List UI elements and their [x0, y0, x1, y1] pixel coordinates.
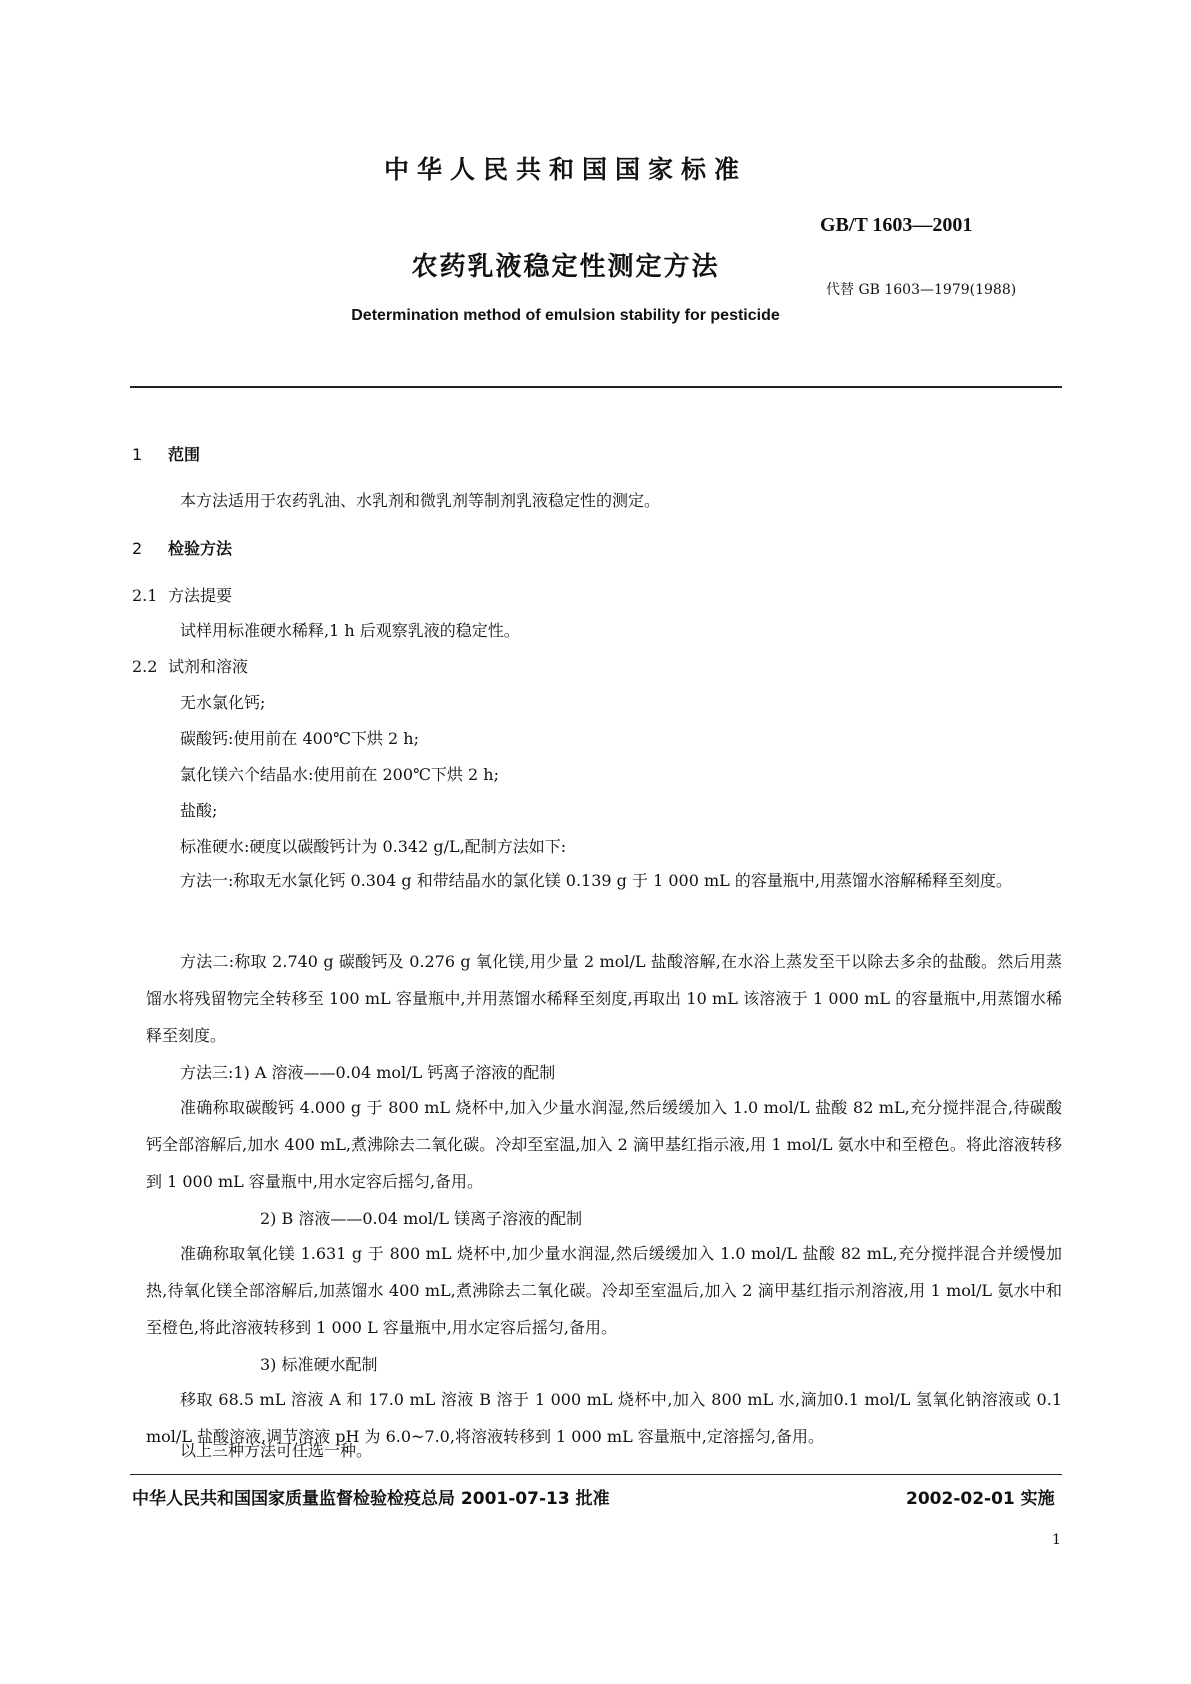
- method-3-c-paragraph: 移取 68.5 mL 溶液 A 和 17.0 mL 溶液 B 溶于 1 000 mL 烧杯中,加入 800 mL 水,滴加0.1 mol/L 氢氧化钠溶液或 0.1 mol/L 盐酸溶液,调节溶液 pH 为 6.0~7.0,将溶液转移到 1 000 mL 容量瓶中,定溶摇匀,备用。: [146, 1390, 1062, 1446]
- section-2-heading: [132, 536, 232, 559]
- section-1-text: 本方法适用于农药乳油、水乳剂和微乳剂等制剂乳液稳定性的测定。: [180, 491, 661, 510]
- reagent-item: 无水氯化钙;: [180, 693, 266, 712]
- method-3-c-title: 3) 标准硬水配制: [260, 1355, 378, 1374]
- section-2-title: 检验方法: [168, 539, 233, 558]
- section-1-number: 1: [132, 445, 143, 464]
- national-standard-heading: 中华人民共和国国家标准: [383, 155, 747, 184]
- method-3-a-paragraph: 准确称取碳酸钙 4.000 g 于 800 mL 烧杯中,加入少量水润湿,然后缓缓加入 1.0 mol/L 盐酸 82 mL,充分搅拌混合,待碳酸钙全部溶解后,加水 400 mL,煮沸除去二氧化碳。冷却至室温,加入 2 滴甲基红指示液,用 1 mol/L 氨水中和至橙色。将此溶液转移到 1 000 mL 容量瓶中,用水定容后摇匀,备用。: [146, 1098, 1062, 1191]
- section-2-1-title: 方法提要: [168, 586, 233, 605]
- reagent-item: 氯化镁六个结晶水:使用前在 200℃下烘 2 h;: [180, 765, 499, 784]
- section-2-2-number: 2.2: [132, 657, 158, 676]
- method-1-paragraph: 方法一:称取无水氯化钙 0.304 g 和带结晶水的氯化镁 0.139 g 于 1 000 mL 的容量瓶中,用蒸馏水溶解稀释至刻度。: [180, 871, 1012, 890]
- reagent-item: 盐酸;: [180, 801, 218, 820]
- method-3-title: 方法三:1) A 溶液——0.04 mol/L 钙离子溶液的配制: [180, 1063, 556, 1082]
- approval-line: 中华人民共和国国家质量监督检验检疫总局 2001-07-13 批准: [132, 1489, 610, 1509]
- page-number: 1: [1052, 1532, 1061, 1548]
- section-2-1-text: 试样用标准硬水稀释,1 h 后观察乳液的稳定性。: [180, 621, 520, 640]
- section-2-1-heading: [132, 583, 232, 606]
- method-3-b-paragraph: 准确称取氧化镁 1.631 g 于 800 mL 烧杯中,加少量水润湿,然后缓缓加入 1.0 mol/L 盐酸 82 mL,充分搅拌混合并缓慢加热,待氧化镁全部溶解后,加蒸馏水 400 mL,煮沸除去二氧化碳。冷却至室温后,加入 2 滴甲基红指示剂溶液,用 1 mol/L 氨水中和至橙色,将此溶液转移到 1 000 L 容量瓶中,用水定容后摇匀,备用。: [146, 1244, 1062, 1337]
- standard-code: GB/T 1603—2001: [820, 214, 973, 236]
- footer-divider: [130, 1474, 1062, 1475]
- section-1-heading: [132, 442, 200, 465]
- replaces-note: 代替 GB 1603—1979(1988): [826, 282, 1017, 298]
- header-divider: [130, 386, 1062, 388]
- section-2-1-number: 2.1: [132, 586, 158, 605]
- closing-note: 以上三种方法可任选一种。: [180, 1441, 373, 1460]
- method-2-paragraph: 方法二:称取 2.740 g 碳酸钙及 0.276 g 氧化镁,用少量 2 mol/L 盐酸溶解,在水浴上蒸发至干以除去多余的盐酸。然后用蒸馏水将残留物完全转移至 100 mL 容量瓶中,并用蒸馏水稀释至刻度,再取出 10 mL 该溶液于 1 000 mL 的容量瓶中,用蒸馏水稀释至刻度。: [146, 952, 1062, 1045]
- implementation-date: 2002-02-01 实施: [906, 1489, 1055, 1509]
- section-2-number: 2: [132, 539, 143, 558]
- title-english: Determination method of emulsion stability for pesticide: [351, 307, 780, 324]
- section-1-title: 范围: [168, 445, 201, 464]
- reagent-item: 碳酸钙:使用前在 400℃下烘 2 h;: [180, 729, 419, 748]
- section-2-2-title: 试剂和溶液: [168, 657, 249, 676]
- title-chinese: 农药乳液稳定性测定方法: [411, 252, 720, 282]
- method-3-b-title: 2) B 溶液——0.04 mol/L 镁离子溶液的配制: [260, 1209, 583, 1228]
- reagent-item: 标准硬水:硬度以碳酸钙计为 0.342 g/L,配制方法如下:: [180, 837, 567, 856]
- section-2-2-heading: [132, 654, 248, 677]
